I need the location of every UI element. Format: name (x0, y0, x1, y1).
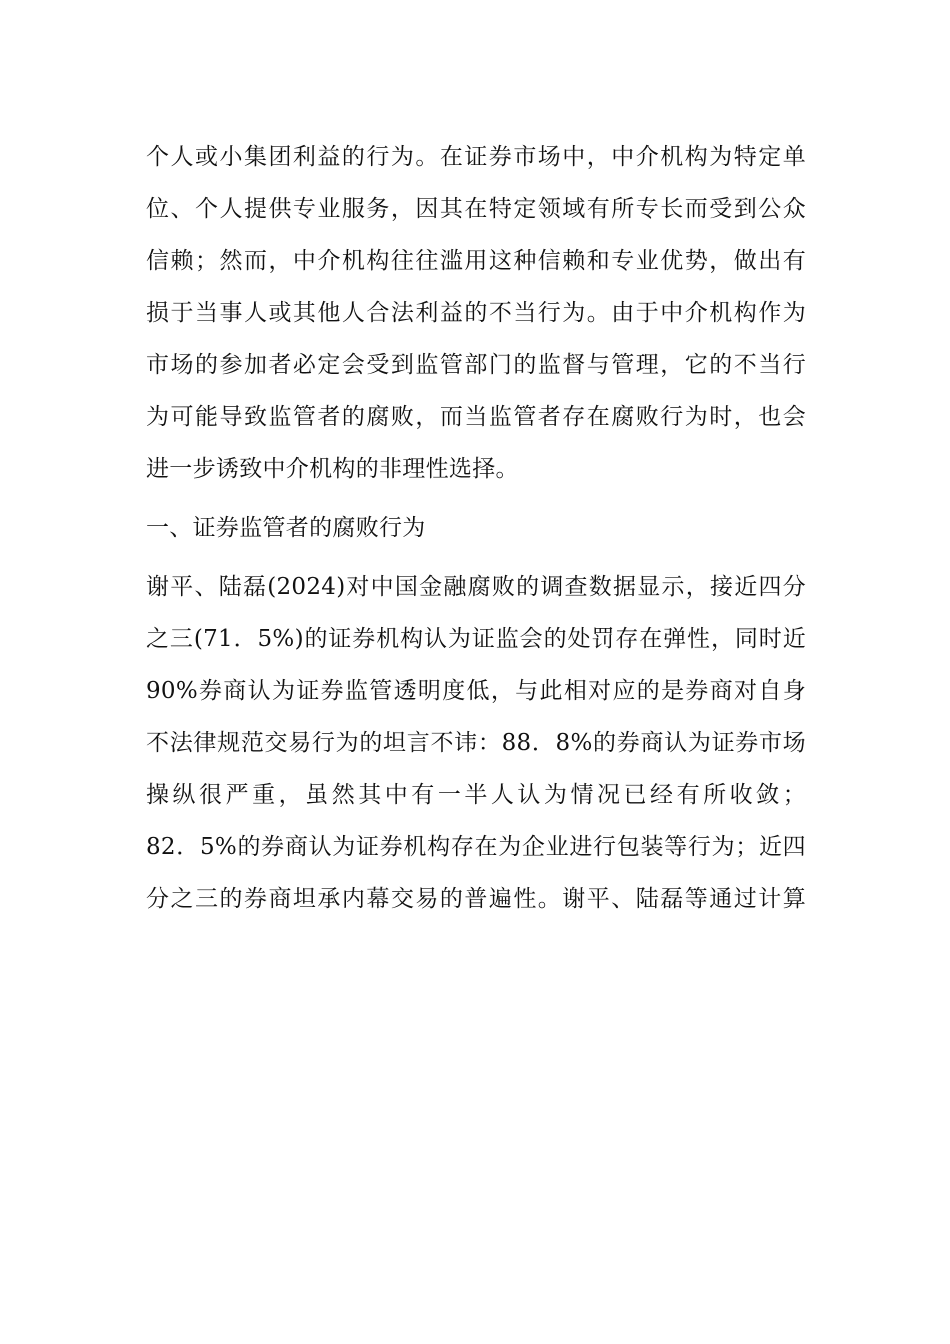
body-text (146, 131, 806, 925)
paragraph-gap (146, 495, 806, 502)
paragraph-gap (146, 554, 806, 561)
text-line: 分之三的券商坦承内幕交易的普遍性。谢平、陆磊等通过计算 (146, 886, 806, 912)
text-line: 谢平、陆磊(2024)对中国金融腐败的调查数据显示，接近四分 (146, 574, 806, 600)
text-line: 操纵很严重，虽然其中有一半人认为情况已经有所收敛； (146, 782, 806, 808)
text-line: 进一步诱致中介机构的非理性选择。 (146, 456, 519, 482)
text-line: 位、个人提供专业服务，因其在特定领域有所专长而受到公众 (146, 196, 806, 222)
text-line: 信赖；然而，中介机构往往滥用这种信赖和专业优势，做出有 (146, 248, 806, 274)
text-line: 为可能导致监管者的腐败，而当监管者存在腐败行为时，也会 (146, 404, 806, 430)
text-line: 市场的参加者必定会受到监管部门的监督与管理，它的不当行 (146, 352, 806, 378)
paragraph-2 (146, 561, 806, 925)
text-line: 不法律规范交易行为的坦言不讳：88．8%的券商认为证券市场 (146, 730, 806, 756)
section-heading: 一、证券监管者的腐败行为 (146, 515, 426, 541)
text-line: 82．5%的券商认为证券机构存在为企业进行包装等行为；近四 (146, 834, 806, 860)
text-line: 90%券商认为证券监管透明度低，与此相对应的是券商对自身 (146, 678, 806, 704)
text-line: 之三(71．5%)的证券机构认为证监会的处罚存在弹性，同时近 (146, 626, 806, 652)
paragraph-1 (146, 131, 806, 495)
text-line: 损于当事人或其他人合法利益的不当行为。由于中介机构作为 (146, 300, 806, 326)
text-line: 个人或小集团利益的行为。在证券市场中，中介机构为特定单 (146, 144, 806, 170)
